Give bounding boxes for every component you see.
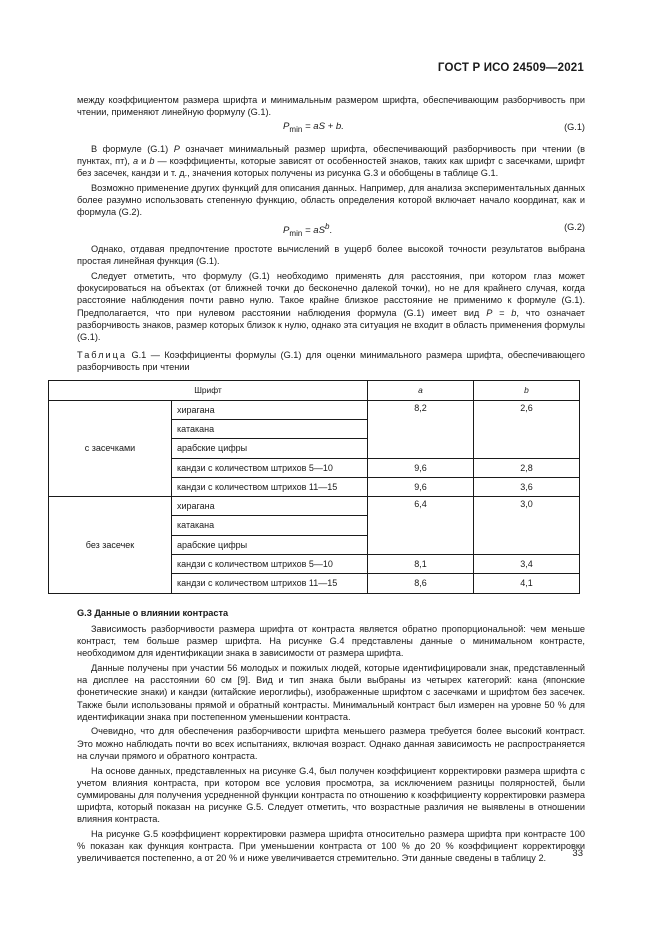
section-title: G.3 Данные о влиянии контраста: [77, 607, 229, 618]
paragraph: Однако, отдавая предпочтение простоте вычислений в ущерб более высокой точности результатов выбрана простая линейная функция (G.1).: [77, 244, 585, 267]
table-row: [49, 497, 580, 516]
font-cell: кандзи с количеством штрихов 5—10: [172, 555, 368, 574]
header-b: b: [474, 380, 580, 400]
font-cell: хирагана: [172, 400, 368, 419]
formula-number: (G.2): [564, 222, 585, 233]
value-a: 8,1: [368, 555, 474, 574]
page-content: [77, 94, 585, 867]
font-cell: хирагана: [172, 497, 368, 516]
font-cell: арабские цифры: [172, 535, 368, 554]
value-a: 9,6: [368, 458, 474, 477]
value-b: 4,1: [474, 574, 580, 593]
paragraph: На рисунке G.5 коэффициент корректировки размера шрифта относительно размера шрифта при контрасте 100 % показан как функция контраста. При уменьшении контраста от 100 % до 20 % коэффициент корректировки увеличивается постепенно, а от 20 % и ниже увеличивается стремительно. Эти данные сведены в таблицу 2.: [77, 829, 585, 864]
paragraph: Зависимость разборчивости размера шрифта от контраста является обратно пропорциональной: чем меньше контраст, тем больше размер шрифта. На рисунке G.4 представлены данные о минимальном контрасте, необходимом для идентификации знака в зависимости от размера шрифта.: [77, 623, 585, 659]
paragraph: Возможно применение других функций для описания данных. Например, для анализа экспериментальных данных более разумно использовать степенную функцию, область определения которой включает начало координат, как и формула (G.2).: [77, 183, 585, 218]
value-a: 6,4: [368, 497, 474, 555]
table-row: [49, 400, 580, 419]
header-font: Шрифт: [49, 380, 368, 400]
value-b: 3,6: [474, 477, 580, 496]
formula-expression: $P_{min} = aS^b$.: [283, 222, 333, 239]
font-cell: кандзи с количеством штрихов 5—10: [172, 458, 368, 477]
font-cell: кандзи с количеством штрихов 11—15: [172, 477, 368, 496]
paragraph: Очевидно, что для обеспечения разборчивости шрифта меньшего размера требуется более высокий контраст. Это можно наблюдать почти во всех испытаниях, включая возраст. Однако данная зависимость не распространяется на случаи прямого и обратного контраста.: [77, 726, 585, 761]
paragraph: Следует отметить, что формулу (G.1) необходимо применять для расстояния, при котором глаз может фокусироваться на объектах (от ближней точки до бесконечно далекой точки), но не для крайнего случая, когда расстояние наблюдения почти равно нулю. Такое крайне близкое расстояние не применимо к формуле (G.1). Предполагается, что при нулевом расстоянии наблюдения формула (G.1) имеет вид P = b, что означает разборчивость знаков, размер которых близок к нулю, однако эта ситуация не входит в область применения формулы (G.1).: [77, 271, 585, 343]
coefficients-table: [48, 380, 580, 594]
page-number: 33: [572, 848, 583, 859]
font-cell: катакана: [172, 419, 368, 438]
value-a: 9,6: [368, 477, 474, 496]
table-header-row: [49, 380, 580, 400]
group-name: с засечками: [49, 400, 172, 496]
value-b: 2,8: [474, 458, 580, 477]
value-a: 8,6: [368, 574, 474, 593]
font-cell: арабские цифры: [172, 439, 368, 458]
paragraph: В формуле (G.1) P означает минимальный размер шрифта, обеспечивающий разборчивость при чтении (в пунктах, пт), a и b — коэффициенты, которые зависят от особенностей знаков, таких как шрифт с засечками, шрифт без засечек, кандзи и т. д., значения которых получены из рисунка G.3 и обобщены в таблице G.1.: [77, 143, 585, 179]
value-b: 2,6: [474, 400, 580, 458]
document-header: ГОСТ Р ИСО 24509—2021: [437, 62, 584, 74]
font-cell: кандзи с количеством штрихов 11—15: [172, 574, 368, 593]
paragraph: между коэффициентом размера шрифта и минимальным размером шрифта, обеспечивающим разборчивость при чтении, применяют линейную формулу (G.1).: [77, 95, 585, 118]
table-caption: Таблица G.1 — Коэффициенты формулы (G.1) для оценки минимального размера шрифта, обеспечивающего разборчивость при чтении: [77, 350, 585, 373]
formula-expression: $P_{min}$ = aS + b.: [283, 120, 344, 134]
value-a: 8,2: [368, 400, 474, 458]
formula-g1: [77, 121, 585, 137]
formula-g2: [77, 221, 585, 237]
formula-number: (G.1): [564, 121, 585, 132]
font-cell: катакана: [172, 516, 368, 535]
value-b: 3,4: [474, 555, 580, 574]
group-name: без засечек: [49, 497, 172, 593]
paragraph: На основе данных, представленных на рисунке G.4, был получен коэффициент корректировки размера шрифта с учетом влияния контраста, при котором все условия просмотра, за исключением разницы полярностей, были суммированы для получения усредненной функции контраста по отношению к коэффициенту корректировки размера шрифта, который показан на рисунке G.5. Следует отметить, что возрастные различия не выявлены в отношении влияния контраста.: [77, 765, 585, 825]
value-b: 3,0: [474, 497, 580, 555]
paragraph: Данные получены при участии 56 молодых и пожилых людей, которые идентифицировали знак, представленный на дисплее на расстоянии 60 см [9]. Вид и тип знака были выбраны из четырех категорий: кана (японские фонетические знаки) и кандзи (китайские иероглифы), изображенные шрифтом с засечками и шрифтом без засечек. Также были использованы прямой и обратный контрасты. Минимальный контраст был измерен на уровне 50 % для идентификации знака при постепенном уменьшении контраста.: [77, 662, 585, 722]
header-a: a: [368, 380, 474, 400]
